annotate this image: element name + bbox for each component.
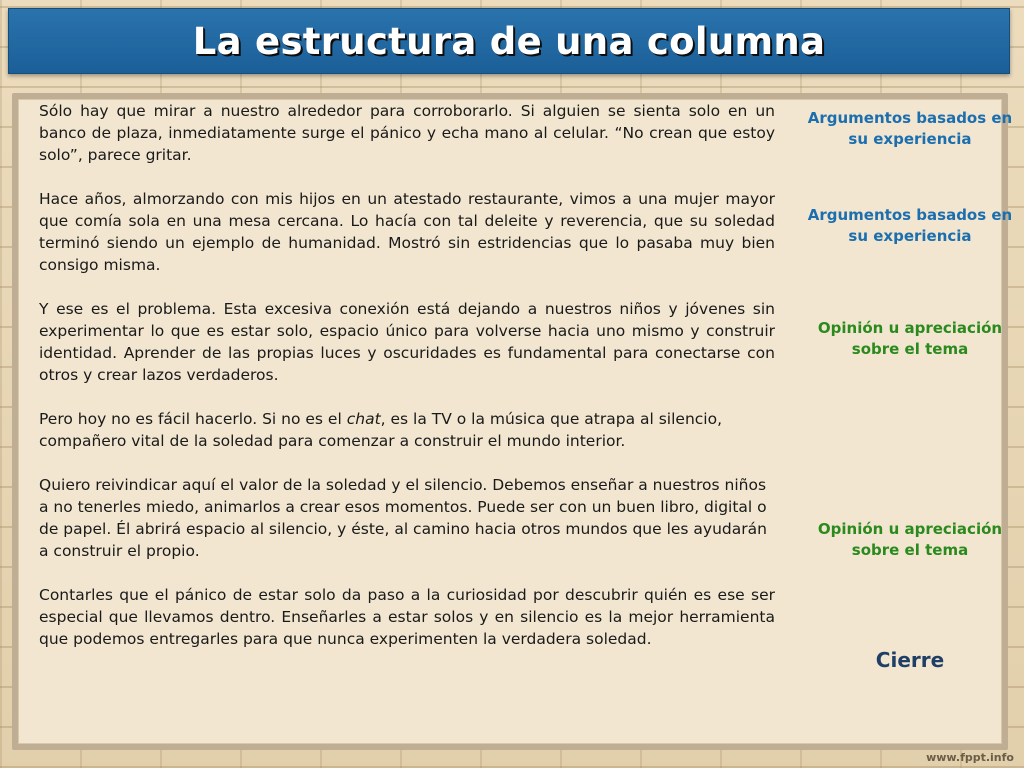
paragraph-5: Quiero reivindicar aquí el valor de la soledad y el silencio. Debemos enseñar a nuestros niños a no tenerles miedo, animarlos a crear esos momentos. Puede ser con un buen libro, digital o de papel. Él abrirá espacio al silencio, y éste, al camino hacia otros mundos que les ayudarán a construir el propio. xyxy=(39,476,767,560)
paragraph-4 xyxy=(39,408,775,452)
paragraph-3: Y ese es el problema. Esta excesiva conexión está dejando a nuestros niños y jóvenes sin experimentar lo que es estar solo, espacio único para volverse hacia uno mismo y construir identidad. Aprender de las propias luces y oscuridades es fundamental para conectarse con otros y crear lazos verdaderos. xyxy=(39,300,775,384)
paragraph-6: Contarles que el pánico de estar solo da paso a la curiosidad por descubrir quién es ese ser especial que llevamos dentro. Enseñarles a estar solos y en silencio es la mejor herramienta que podemos entregarles para que nunca experimenten la verdadera soledad. xyxy=(39,586,775,648)
label-argumentos-2: Argumentos basados en su experiencia xyxy=(807,206,1013,245)
watermark: www.fppt.info xyxy=(926,751,1014,764)
paragraph-2: Hace años, almorzando con mis hijos en un atestado restaurante, vimos a una mujer mayor que comía sola en una mesa cercana. Lo hacía con tal deleite y reverencia, que su soledad terminó siendo un ejemplo de humanidad. Mostró sin estridencias que lo pasaba muy bien consigo misma. xyxy=(39,190,775,274)
slide-title: La estructura de una columna xyxy=(192,19,826,63)
label-cierre: Cierre xyxy=(875,648,945,672)
title-bar xyxy=(8,8,1010,74)
label-opinion-2: Opinión u apreciación sobre el tema xyxy=(817,520,1003,559)
label-argumentos-1: Argumentos basados en su experiencia xyxy=(807,109,1013,148)
paragraph-4-end: , es la TV o la música que atrapa al silencio, compañero vital de la soledad para comenzar a construir el mundo interior. xyxy=(39,410,723,450)
paragraph-4-italic: chat xyxy=(346,410,381,428)
label-opinion-1: Opinión u apreciación sobre el tema xyxy=(817,319,1003,358)
paragraph-4-start: Pero hoy no es fácil hacerlo. Si no es el xyxy=(39,410,347,428)
column-article xyxy=(39,100,775,672)
paragraph-1: Sólo hay que mirar a nuestro alrededor para corroborarlo. Si alguien se sienta solo en un banco de plaza, inmediatamente surge el pánico y echa mano al celular. “No crean que estoy solo”, parece gritar. xyxy=(39,102,775,164)
